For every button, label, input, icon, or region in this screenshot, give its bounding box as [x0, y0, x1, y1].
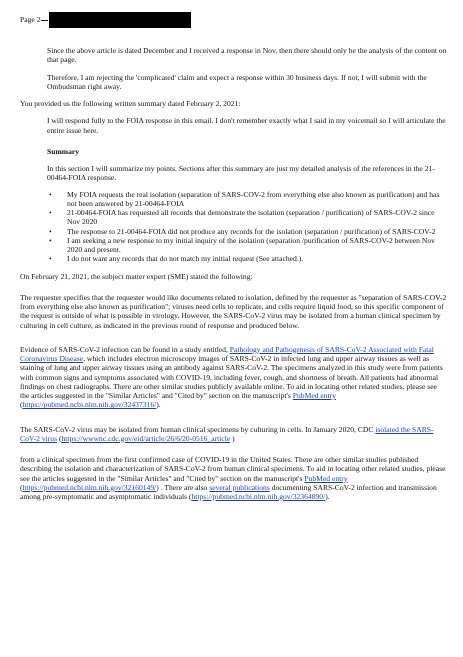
bullet-dot-icon: •	[49, 235, 52, 245]
summary-bullet: • The response to 21-00464-FOIA did not produce any records for the isolation (separation / purification) of SARS-COV-2	[49, 226, 436, 236]
pathology-study-link[interactable]: Pathology and Pathogenesis of SARS-CoV-2 Associated with Fatal Coronavirus Disease	[20, 344, 434, 363]
pubmed-entry-link[interactable]: PubMed entry	[292, 391, 336, 400]
summary-heading: Summary	[47, 146, 80, 156]
several-publications-link[interactable]: several publications	[209, 482, 270, 492]
sme-paragraph-4: from a clinical specimen from the first confirmed case of COVID-19 in the United States. There are other similar studies published describing the isolation and characterization of SARS-CoV-2 from human clinical specimens. To aid in locating other related studies, please see the articles suggested in the "Similar Articles" and "Cited by" section on the manuscript's PubMed entry (https://pubmed.ncbi.nlm.nih.gov/32160149/) . There are also several publications documenting SARS-CoV-2 infection and transmission among pre-symptomatic and asymptomatic individuals (https://pubmed.ncbi.nlm.nih.gov/32364890/).	[20, 455, 446, 501]
pubmed-url-link[interactable]: https://pubmed.ncbi.nlm.nih.gov/32160149/	[22, 482, 157, 492]
summary-bullet: • 21-00464-FOIA has requested all records that demonstrate the isolation (separation / purification) of SARS-COV-2 since Nov 2020	[49, 208, 435, 227]
summary-lead: In this section I will summarize my points. Sections after this summary are just my detailed analysis of the references in the 21-00464-FOIA response.	[47, 164, 435, 183]
isolated-virus-link[interactable]: isolated the SARS-CoV-2 virus	[20, 424, 434, 443]
summary-intro: You provided us the following written summary dated February 2, 2021:	[20, 99, 241, 108]
pubmed-entry-link[interactable]: PubMed entry	[304, 473, 348, 483]
redaction-block	[49, 12, 191, 28]
requester-opening: I will respond fully to the FOIA response in this email. I don't remember exactly what I said in my voicemail so I will articulate the entire issue here.	[47, 116, 446, 135]
bullet-dot-icon: •	[49, 254, 52, 264]
header-rule	[41, 20, 48, 21]
summary-bullet: • I am seeking a new response to my initial inquiry of the isolation (separation /purification of SARS-COV-2 between Nov 2020 and present.	[49, 235, 435, 254]
page-label: Page 2	[20, 15, 41, 25]
quoted-email-paragraph-1: Since the above article is dated December and I received a response in Nov, then there should only be the analysis of the content on that page.	[47, 46, 447, 65]
sme-paragraph-3: The SARS-CoV-2 virus may be isolated from human clinical specimens by culturing in cells. In January 2020, CDC isolated the SARS-CoV-2 virus (https://wwwnc.cdc.gov/eid/article/26/6/20-0516_article )	[20, 424, 434, 443]
letter-body	[20, 46, 448, 501]
cdc-eid-url-link[interactable]: https://wwwnc.cdc.gov/eid/article/26/6/20-0516_article	[61, 433, 231, 443]
pubmed-url-link[interactable]: https://pubmed.ncbi.nlm.nih.gov/32364890/	[191, 492, 326, 501]
quoted-email-paragraph-2: Therefore, I am rejecting the 'complicated' claim and expect a response within 30 business days. If not, I will submit with the Ombudsman right away.	[47, 72, 427, 91]
sme-intro: On February 21, 2021, the subject matter expert (SME) stated the following:	[20, 271, 253, 281]
bullet-dot-icon: •	[49, 189, 52, 199]
bullet-dot-icon: •	[49, 208, 52, 217]
pubmed-url-link[interactable]: https://pubmed.ncbi.nlm.nih.gov/32437316/	[22, 400, 157, 410]
page-header	[20, 12, 191, 28]
bullet-dot-icon: •	[49, 226, 52, 236]
summary-bullet: • I do not want any records that do not match my initial request (See attached.).	[49, 254, 304, 264]
sme-paragraph-1: The requester specifies that the requester would like documents related to isolation, defined by the requester as "separation of SARS-COV-2 from everything else also known as purification"; viruses need cells to replicate, and cells require liquid food, so this specific component of the request is outside of what is possible in virology. However, the SARS-CoV-2 virus may be isolated from a human clinical specimen by culturing in cell culture, as indicated in the previous round of response and produced below.	[20, 292, 447, 330]
summary-bullets	[47, 190, 448, 264]
sme-paragraph-2: Evidence of SARS-CoV-2 infection can be found in a study entitled, Pathology and Pathogenesis of SARS-CoV-2 Associated with Fatal Coronavirus Disease, which includes electron microscopy images of SARS-CoV-2 in infected lung and upper airway tissues as well as staining of lung and upper airway tissues using an antibody against SARS-CoV-2. The specimens analyzed in this study were from patients with common signs and symptoms associated with COVID-19, including fever, cough, and shortness of breath. All patients had abnormal findings on chest radiographs. There are other similar studies publicly available online. To aid in locating other related studies, please see the articles suggested in the "Similar Articles" and "Cited by" section on the manuscript's PubMed entry (https://pubmed.ncbi.nlm.nih.gov/32437316/).	[20, 344, 443, 410]
summary-bullet: • My FOIA requests the real isolation (separation of SARS-COV-2 from everything else also known as purification) and has not been answered by 21-00464-FOIA	[49, 189, 440, 208]
